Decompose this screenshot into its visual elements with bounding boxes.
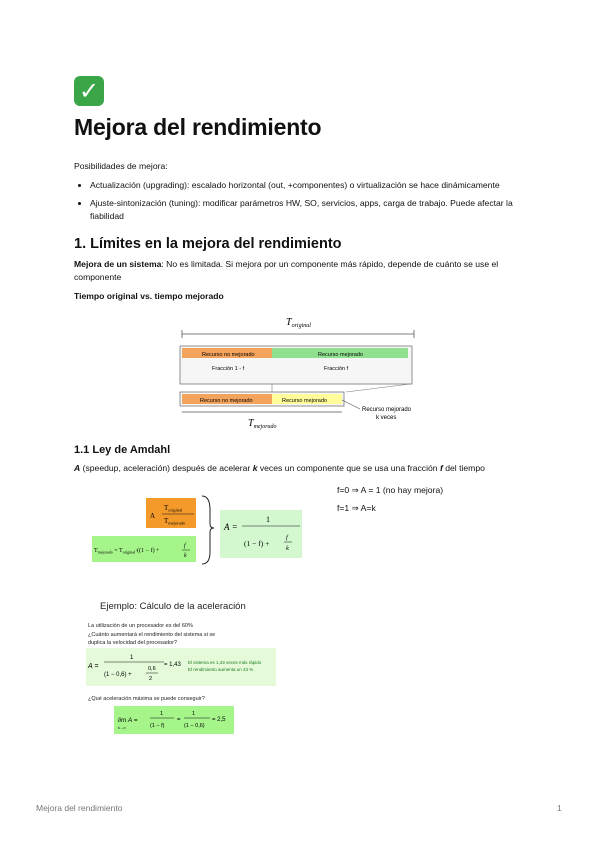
svg-text:A =: A = [224,522,238,532]
svg-text:El sistema es 1,43 veces más r: El sistema es 1,43 veces más rápido [188,660,262,665]
svg-text:Toriginal: $T_{original}$ [164,504,183,513]
paragraph-bold: Mejora de un sistema [74,259,162,269]
svg-text:¿Qué aceleración máxima se pue: ¿Qué aceleración máxima se puede conseguir? [88,696,205,702]
footer-title: Mejora del rendimiento [36,803,123,813]
svg-text:=: = [177,717,181,723]
svg-text:(1 − f) +: (1 − f) + [244,539,270,548]
svg-text:= 1,43: = 1,43 [164,662,181,668]
note-f1: f=1 ⇒ A=k [337,503,376,513]
amdahl-heading: 1.1 Ley de Amdahl [74,444,171,456]
svg-text:A =: A = [88,663,99,670]
no-mejorado-label: Recurso no mejorado [202,352,255,358]
svg-text:k: k [286,545,289,552]
check-mark-icon: ✓ [74,76,104,106]
svg-text:1: 1 [266,515,270,524]
svg-text:Tmejorado: $T_{mejorado}$ [164,517,186,526]
improvement-list [74,179,542,228]
svg-text:Tmejorado = Toriginal·((1 − f): $T_{mejorado} = T_{original}\cdot((1 - f)$ + [94,548,160,555]
svg-text:lim A =: lim A = [118,717,138,724]
svg-text:El rendimiento aumenta un 43 %: El rendimiento aumenta un 43 % [188,667,254,672]
veces-label-2: k veces [376,415,397,421]
svg-text:k: k [184,553,187,559]
veces-label-1: Recurso mejorado [362,407,412,413]
page-number: 1 [557,803,562,813]
svg-text:La utilización de un procesado: La utilización de un procesador es del 60% [88,623,193,629]
section-paragraph [74,258,524,284]
svg-text:= 2,5: = 2,5 [212,717,226,723]
svg-text:duplica la velocidad del proce: duplica la velocidad del procesador? [88,640,177,646]
amdahl-paragraph: A (speedup, aceleración) después de acelerar k veces un componente que se usa una fracción f del tiempo [74,463,485,473]
svg-text:k→∞: k→∞ [118,726,126,730]
list-item: • Ajuste-sintonización (tuning): modificar parámetros HW, SO, servicios, apps, carga de trabajo. Puede afectar la fiabilidad [90,197,542,223]
svg-text:0,6: 0,6 [148,666,156,672]
t-original-label: $T_{original}$ [286,317,311,329]
amdahl-formula [90,490,310,566]
subheading: Tiempo original vs. tiempo mejorado [74,291,224,301]
svg-text:¿Cuánto aumentará el rendimien: ¿Cuánto aumentará el rendimiento del sistema si se [88,632,216,638]
section-heading: 1. Límites en la mejora del rendimiento [74,236,342,252]
note-f0: f=0 ⇒ A = 1 (no hay mejora) [337,485,444,495]
svg-text:1: 1 [130,655,134,661]
mejorado-label: Recurso mejorado [318,352,363,358]
svg-text:2: 2 [149,676,153,682]
list-item: • Actualización (upgrading): escalado horizontal (out, +componentes) o virtualización se hace dinámicamente [90,179,542,192]
timeline-diagram [178,312,422,432]
speedup-box [220,510,302,558]
svg-text:(1 − 0,6): (1 − 0,6) [184,723,205,729]
intro-text: Posibilidades de mejora: [74,161,168,171]
svg-text:(1 − f): (1 − f) [150,723,165,729]
example-title: Ejemplo: Cálculo de la aceleración [100,601,246,612]
no-mejorado-label-2: Recurso no mejorado [200,398,253,404]
fraccion-1f-label: Fracción 1 - f [212,366,245,372]
svg-text:A: A [150,512,156,520]
svg-text:(1 − 0,6) +: (1 − 0,6) + [104,672,132,678]
svg-text:f: f [286,534,288,541]
svg-text:f: f [184,543,186,549]
t-mejorado-label: $T_{mejorado}$ [248,418,277,430]
fraccion-f-label: Fracción f [324,366,349,372]
svg-text:1: 1 [192,711,196,717]
paragraph-text: : No es limitada. Si mejora por un componente más rápido, depende de cuánto se use el componente [74,259,499,282]
example-slide [86,596,278,736]
svg-text:1: 1 [160,711,164,717]
page-title: Mejora del rendimiento [74,114,322,140]
mejorado-label-2: Recurso mejorado [282,398,327,404]
